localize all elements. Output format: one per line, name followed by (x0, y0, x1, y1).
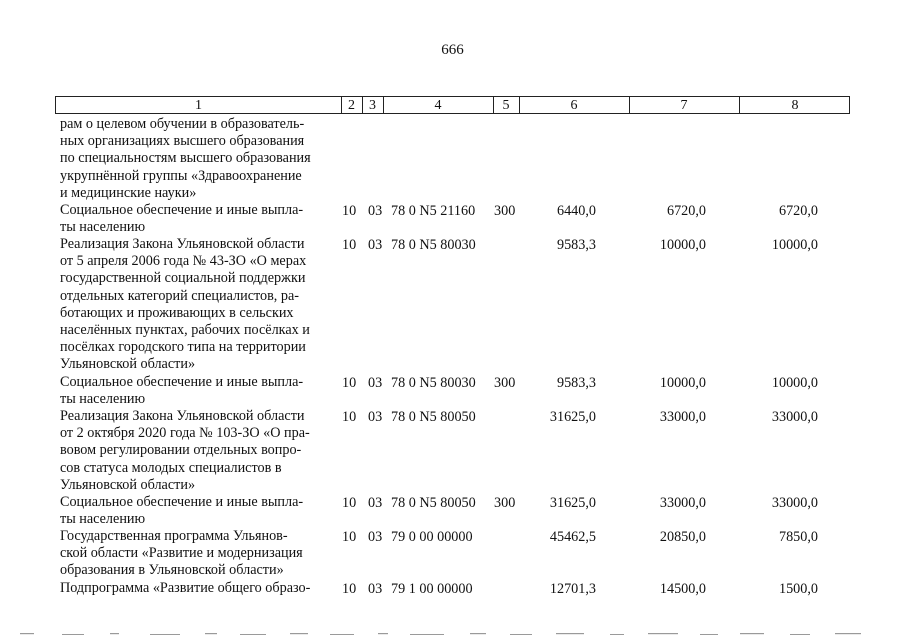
table-cell-target-article: 78 0 N5 80030 (391, 237, 476, 253)
table-cell-col-8: 1500,0 (778, 581, 818, 597)
table-cell-section: 10 (342, 581, 357, 597)
table-cell-subsection: 03 (368, 375, 383, 391)
table-cell-col-7: 14500,0 (659, 581, 706, 597)
table-cell-target-article: 78 0 N5 80050 (391, 495, 476, 511)
table-cell-col-8: 33000,0 (771, 495, 818, 511)
table-cell-col-8: 7850,0 (778, 529, 818, 545)
table-row-description: Социальное обеспечение и иные выпла- ты населению (60, 202, 304, 236)
table-cell-subsection: 03 (368, 529, 383, 545)
header-col-8: 8 (791, 98, 799, 113)
header-col-6: 6 (570, 98, 578, 113)
header-col-1: 1 (195, 98, 202, 113)
table-cell-subsection: 03 (368, 203, 383, 219)
header-col-2: 2 (348, 98, 355, 113)
table-cell-col-6: 31625,0 (549, 495, 596, 511)
table-cell-col-7: 10000,0 (659, 237, 706, 253)
table-row-description: рам о целевом обучении в образователь- ных организациях высшего образования по специальностям высшего образования укрупнённой группы «Здравоохранение и медицинские науки» (60, 116, 311, 201)
table-row-description: Социальное обеспечение и иные выпла- ты населению (60, 374, 304, 408)
header-col-3: 3 (369, 98, 376, 113)
table-cell-col-8: 10000,0 (771, 237, 818, 253)
table-cell-expense-type: 300 (494, 203, 516, 219)
table-cell-col-7: 20850,0 (659, 529, 706, 545)
table-cell-col-7: 33000,0 (659, 409, 706, 425)
table-cell-col-8: 10000,0 (771, 375, 818, 391)
table-cell-section: 10 (342, 237, 357, 253)
table-cell-section: 10 (342, 203, 357, 219)
table-cell-section: 10 (342, 495, 357, 511)
table-row-description: Социальное обеспечение и иные выпла- ты населению (60, 494, 304, 528)
table-cell-section: 10 (342, 375, 357, 391)
table-cell-section: 10 (342, 409, 357, 425)
table-cell-col-6: 9583,3 (556, 237, 596, 253)
table-row-description: Государственная программа Ульянов- ской области «Развитие и модернизация образования в Ульяновской области» (60, 528, 303, 579)
table-cell-col-7: 6720,0 (666, 203, 706, 219)
table-cell-col-6: 12701,3 (549, 581, 596, 597)
table-cell-subsection: 03 (368, 581, 383, 597)
table-cell-col-6: 31625,0 (549, 409, 596, 425)
table-cell-col-6: 9583,3 (556, 375, 596, 391)
table-cell-subsection: 03 (368, 237, 383, 253)
table-cell-expense-type: 300 (494, 495, 516, 511)
table-cell-target-article: 79 0 00 00000 (391, 529, 473, 545)
table-cell-target-article: 78 0 N5 80050 (391, 409, 476, 425)
scan-noise (0, 620, 905, 640)
table-cell-col-6: 45462,5 (549, 529, 596, 545)
table-cell-target-article: 78 0 N5 21160 (391, 203, 476, 219)
header-col-7: 7 (680, 98, 688, 113)
table-row-description: Реализация Закона Ульяновской области от 5 апреля 2006 года № 43-ЗО «О мерах государственной социальной поддержки отдельных категорий специалистов, ра- ботающих и проживающих в сельских населённых пунктах, рабочих посёлках и посёлках городского типа на территории Ульяновской области» (60, 236, 310, 373)
table-cell-col-7: 33000,0 (659, 495, 706, 511)
table-row-description: Реализация Закона Ульяновской области от 2 октября 2020 года № 103-ЗО «О пра- вовом регулировании отдельных вопро- сов статуса молодых специалистов в Ульяновской области» (60, 408, 310, 493)
table-row-description: Подпрограмма «Развитие общего образо- (60, 580, 311, 596)
table-cell-subsection: 03 (368, 409, 383, 425)
table-header (55, 96, 850, 114)
table-cell-target-article: 78 0 N5 80030 (391, 375, 476, 391)
table-cell-expense-type: 300 (494, 375, 516, 391)
page-number: 666 (441, 42, 464, 58)
table-cell-col-8: 33000,0 (771, 409, 818, 425)
table-cell-subsection: 03 (368, 495, 383, 511)
table-cell-col-7: 10000,0 (659, 375, 706, 391)
header-col-5: 5 (502, 98, 510, 113)
table-cell-col-6: 6440,0 (556, 203, 596, 219)
header-col-4: 4 (434, 98, 442, 113)
table-cell-section: 10 (342, 529, 357, 545)
table-cell-col-8: 6720,0 (778, 203, 818, 219)
table-cell-target-article: 79 1 00 00000 (391, 581, 473, 597)
